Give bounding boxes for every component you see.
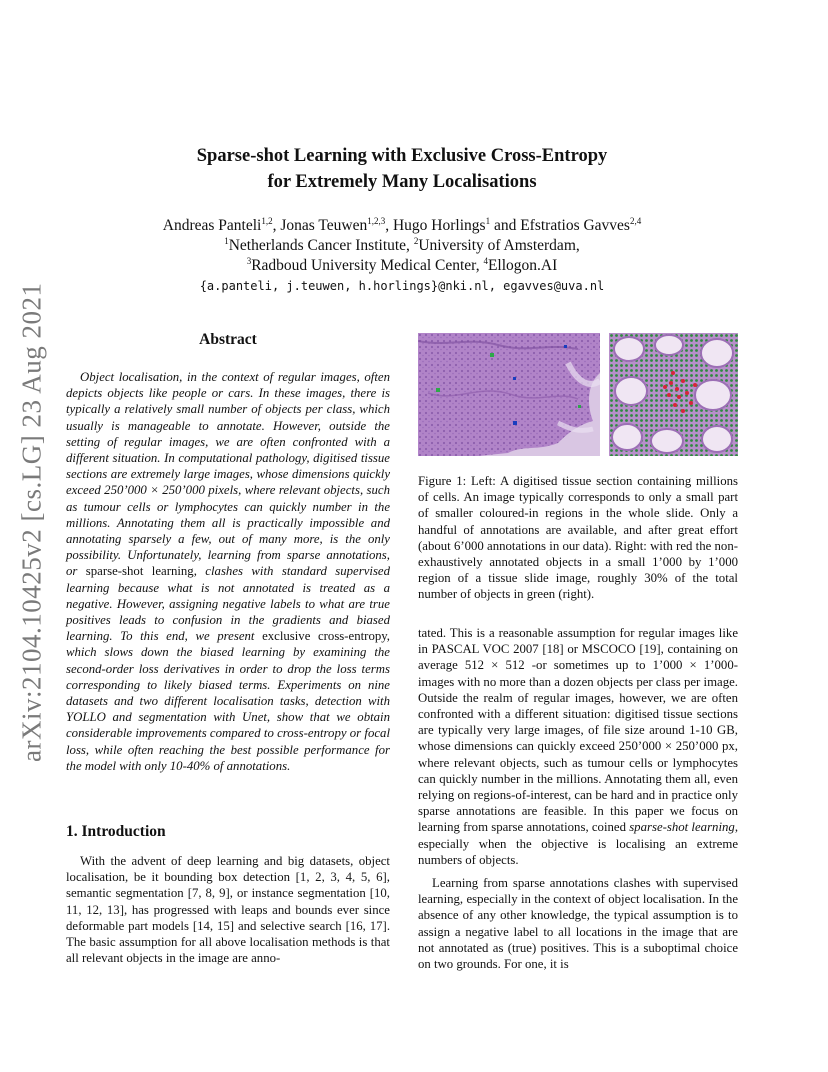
title-line-2: for Extremely Many Localisations xyxy=(267,172,537,192)
rc-text-1: tated. This is a reasonable assumption for regular images like in PASCAL VOC 2007 xyxy=(418,626,738,657)
affiliation-1: Netherlands Cancer Institute, xyxy=(228,237,414,254)
citation-link[interactable]: [16, 17] xyxy=(345,918,387,933)
paragraph xyxy=(418,625,738,868)
citation-link[interactable]: [10, 11, 12, 13] xyxy=(66,886,390,917)
intro-text-5: and selective search xyxy=(234,918,346,933)
intro-text-3: , or instance segmentation xyxy=(229,886,370,901)
author-3: Hugo Horlings xyxy=(392,217,486,234)
right-column-text xyxy=(418,625,738,979)
abstract-part-1: Object localisation, in the context of regular images, often depicts objects like people or cars. In these images, there is typically a relatively small number of objects per class, which usually is manageable to annotate. However, outside the setting of regular images, we are often confronted with a different situation. In computational pathology, digitised tissue sections are extremely large images, whose dimensions quickly exceed 250’000 × 250’000 pixels, where relevant objects, such as tumour cells or lymphocytes can quickly number in the millions. Annotating them all is practically impossible and annotating sparsely a few, out of many more, is the only possibility. Unfortunately, learning from sparse annotations, or xyxy=(66,370,390,579)
annotation-marker xyxy=(513,421,517,425)
affiliation-2: University of Amsterdam, xyxy=(418,237,580,254)
annotation-marker xyxy=(564,345,567,348)
rc-text-2: or MSCOCO xyxy=(563,642,640,657)
author-2-affil: 1,2,3 xyxy=(367,215,386,226)
aff2-mark: 2 xyxy=(413,235,419,246)
figure-annotated-region-image xyxy=(609,333,738,456)
citation-link[interactable]: [19] xyxy=(639,642,661,657)
abstract-part-2: clashes with standard supervised learning because what is not annotated is treated as a negative. However, assigning negative labels to what are true positives leads to confusion in the gradients and biased learning. To this end, we present xyxy=(66,564,391,644)
author-emails: {a.panteli, j.teuwen, h.horlings}@nki.nl, egavves@uva.nl xyxy=(199,279,605,293)
citation-link[interactable]: [18] xyxy=(542,642,564,657)
title-line-1: Sparse-shot Learning with Exclusive Cross-Entropy xyxy=(196,146,608,166)
author-3-affil: 1 xyxy=(485,215,491,226)
annotated-region-graphic xyxy=(609,333,738,456)
author-names: Andreas Panteli$^{1,2}$, Jonas Teuwen$^{1,2,3}$, Hugo Horlings$^1$ and Efstratios Gavves$^{2,4}$ xyxy=(162,215,642,234)
arxiv-side-stamp: arXiv:2104.10425v2 [cs.LG] 23 Aug 2021 xyxy=(16,282,47,763)
author-1: Andreas Panteli xyxy=(162,217,262,234)
intro-text-6: . The basic assumption for all above localisation methods is that all relevant objects in the image are anno- xyxy=(66,918,391,966)
aff1-mark: 1 xyxy=(224,235,229,246)
citation-link[interactable]: [7, 8, 9] xyxy=(187,886,230,901)
figure-caption: Figure 1: Left: A digitised tissue section containing millions of cells. An image typically corresponds to only a small part of smaller coloured-in regions in the whole slide. Only a handful of annotations are available, and after great effort (about 6’000 annotations in our data). Right: with red the non-exhaustively annotated objects in a small 1’000 by 1’000 region of a tissue slide image, roughly 30% of the total number of objects in green (right). xyxy=(418,474,738,602)
abstract-text xyxy=(66,369,390,774)
paper-title xyxy=(100,143,704,195)
author-block xyxy=(100,216,704,276)
rc-text-4: , especially when the objective is localising an extreme numbers of objects. xyxy=(418,820,739,867)
author-4: Efstratios Gavves xyxy=(520,217,630,234)
abstract-term-2: exclusive cross-entropy, xyxy=(262,629,391,644)
annotation-marker xyxy=(436,388,440,392)
annotation-marker xyxy=(578,405,581,408)
intro-text-1: With the advent of deep learning and big datasets, object localisation, be it bounding box detection xyxy=(66,854,390,885)
affiliation-3: Radboud University Medical Center, xyxy=(251,257,484,274)
author-1-affil: 1,2 xyxy=(261,215,273,226)
introduction-text xyxy=(66,853,390,966)
intro-text-2: , semantic segmentation xyxy=(66,870,390,901)
abstract-part-3: which slows down the biased learning by examining the second-order loss derivatives in order to drop the loss terms corresponding to likely biased terms. Experiments on nine datasets and two different localisation tasks, detection with YOLLO and segmentation with Unet, show that we obtain considerable improvements compared to cross-entropy or focal loss, while often reaching the best possible performance for the model with only 10-40% of annotations. xyxy=(66,645,390,773)
section-heading-introduction: 1. Introduction xyxy=(66,823,166,840)
affiliation-4: Ellogon.AI xyxy=(487,257,558,274)
abstract-heading: Abstract xyxy=(199,331,257,348)
intro-text-4: , has progressed with leaps and bounds ever since deformable part models xyxy=(66,902,390,933)
affiliations-line-1 xyxy=(100,236,704,256)
abstract-term-1: sparse-shot learning, xyxy=(85,564,197,579)
author-and: and xyxy=(490,217,521,234)
author-4-affil: 2,4 xyxy=(629,215,642,226)
citation-link[interactable]: [1, 2, 3, 4, 5, 6] xyxy=(295,870,387,885)
figure-tissue-slide-image xyxy=(418,333,600,456)
author-2: Jonas Teuwen xyxy=(280,217,368,234)
tissue-slide-graphic xyxy=(418,333,600,456)
citation-link[interactable]: [14, 15] xyxy=(192,918,235,933)
annotation-marker xyxy=(490,353,494,357)
aff3-mark: 3 xyxy=(246,255,252,266)
affiliations-line-2 xyxy=(100,256,704,276)
paragraph: Learning from sparse annotations clashes with supervised learning, especially in the context of object localisation. In the absence of any other knowledge, the typical assumption is to assign a negative label to all locations in the image that are not annotated as (true) positives. This is a suboptimal choice on two grounds. For one, it is xyxy=(418,876,738,972)
term-sparse-shot-learning: sparse-shot learning xyxy=(629,820,735,835)
annotation-marker xyxy=(513,377,516,380)
rc-text-3: , containing on average 512 × 512 -or sometimes up to 1’000 × 1’000- images with no more than a dozen objects per class per image. Outside the realm of regular images, however, we are often confronted with a different situation: digitised tissue sections are typically very large images, of file size around 1-10 GB, whose dimensions can quickly exceed 250’000 × 250’000 px, where relevant objects, such as tumour cells or lymphocytes can quickly number in the millions. Annotating them all, even relying on regions-of-interest, can be hard and in practice only sparse annotations are feasible. In this paper we focus on learning from sparse annotations, coined xyxy=(418,642,738,835)
aff4-mark: 4 xyxy=(483,255,488,266)
